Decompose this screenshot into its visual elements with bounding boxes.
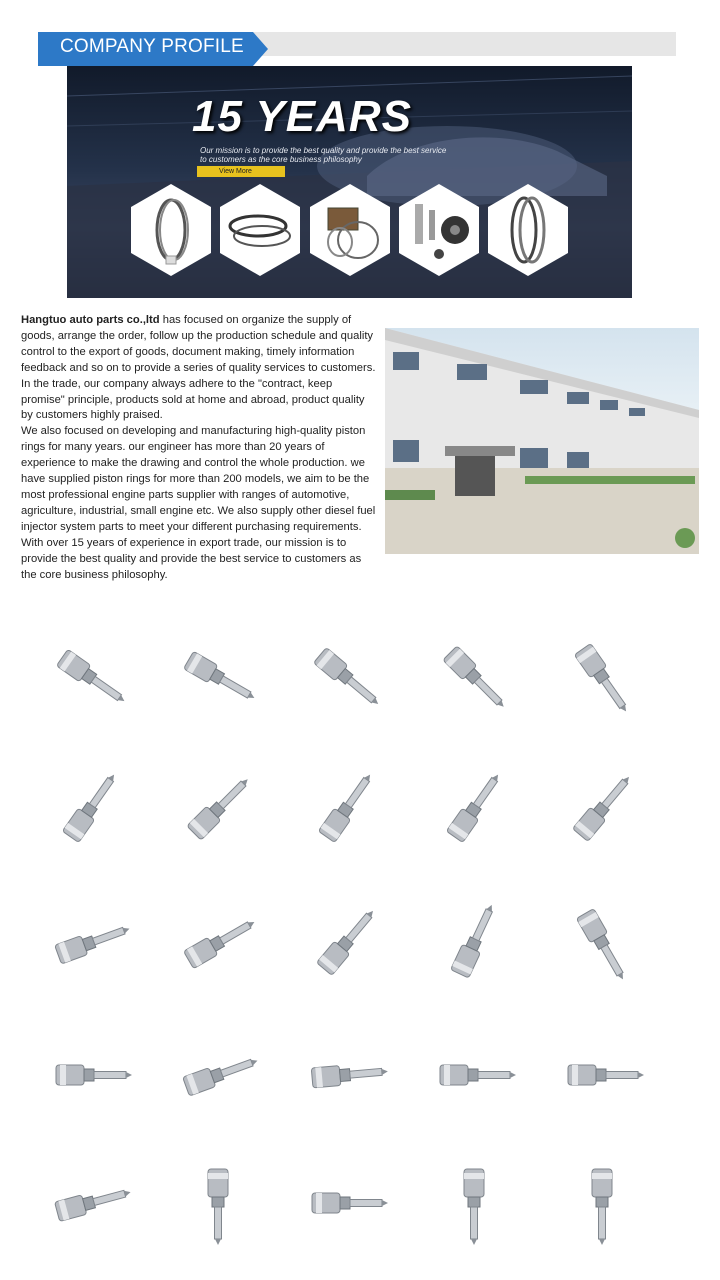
nozzle-icon xyxy=(424,1158,524,1248)
nozzle-icon xyxy=(552,632,652,722)
profile-paragraph-2: We also focused on developing and manufacturing high-quality piston rings for many years. our engineer has more than 20 years of experience to make the drawing and control the whole production. we have supplied piston rings for more than 200 models, we aim to be the most professional engine parts supplier with ranges of automotive, agriculture, industrial, small engine etc. We also supply other diesel fuel injector system parts to meet your different purchasing requirements. xyxy=(21,425,376,533)
nozzle-icon xyxy=(424,898,524,988)
nozzle-icon xyxy=(552,1158,652,1248)
company-profile-text xyxy=(21,313,379,583)
nozzle-icon xyxy=(552,1030,652,1120)
nozzle-icon xyxy=(168,1030,268,1120)
nozzle-icon xyxy=(552,764,652,854)
nozzle-icon xyxy=(40,764,140,854)
hero-banner xyxy=(67,66,632,298)
company-name: Hangtuo auto parts co.,ltd xyxy=(21,314,160,326)
nozzle-icon xyxy=(296,1030,396,1120)
nozzle-icon xyxy=(168,764,268,854)
nozzle-icon xyxy=(40,1030,140,1120)
page-title: COMPANY PROFILE xyxy=(60,36,244,57)
nozzle-icon xyxy=(40,1158,140,1248)
nozzle-icon xyxy=(296,1158,396,1248)
nozzle-icon xyxy=(552,898,652,988)
banner-title: 15 YEARS xyxy=(192,92,412,141)
factory-photo xyxy=(385,328,699,554)
nozzle-icon xyxy=(168,898,268,988)
nozzle-icon xyxy=(296,632,396,722)
profile-paragraph-1-text: has focused on organize the supply of goods, arrange the order, follow up the production schedule and quality control to the export of goods, document making, timely information feedback and so on to provide a series of quality services to customers. In the trade, our company always adhere to the "contract, keep promise" principle, products sold at home and abroad, product quality by customers highly praised. xyxy=(21,314,376,422)
profile-paragraph-3: With over 15 years of experience in export trade, our mission is to provide the best quality and provide the best service to customers as the core business philosophy. xyxy=(21,536,362,581)
profile-paragraph-1 xyxy=(21,313,379,424)
nozzle-icon xyxy=(424,1030,524,1120)
nozzle-icon xyxy=(40,632,140,722)
product-gallery xyxy=(40,632,680,1252)
nozzle-icon xyxy=(424,632,524,722)
nozzle-icon xyxy=(296,898,396,988)
nozzle-icon xyxy=(168,1158,268,1248)
nozzle-icon xyxy=(296,764,396,854)
nozzle-icon xyxy=(168,632,268,722)
banner-subtitle: Our mission is to provide the best quality and provide the best service to customers as the core business philosophy xyxy=(200,146,447,164)
view-more-button[interactable]: View More xyxy=(197,166,285,177)
nozzle-icon xyxy=(424,764,524,854)
nozzle-icon xyxy=(40,898,140,988)
